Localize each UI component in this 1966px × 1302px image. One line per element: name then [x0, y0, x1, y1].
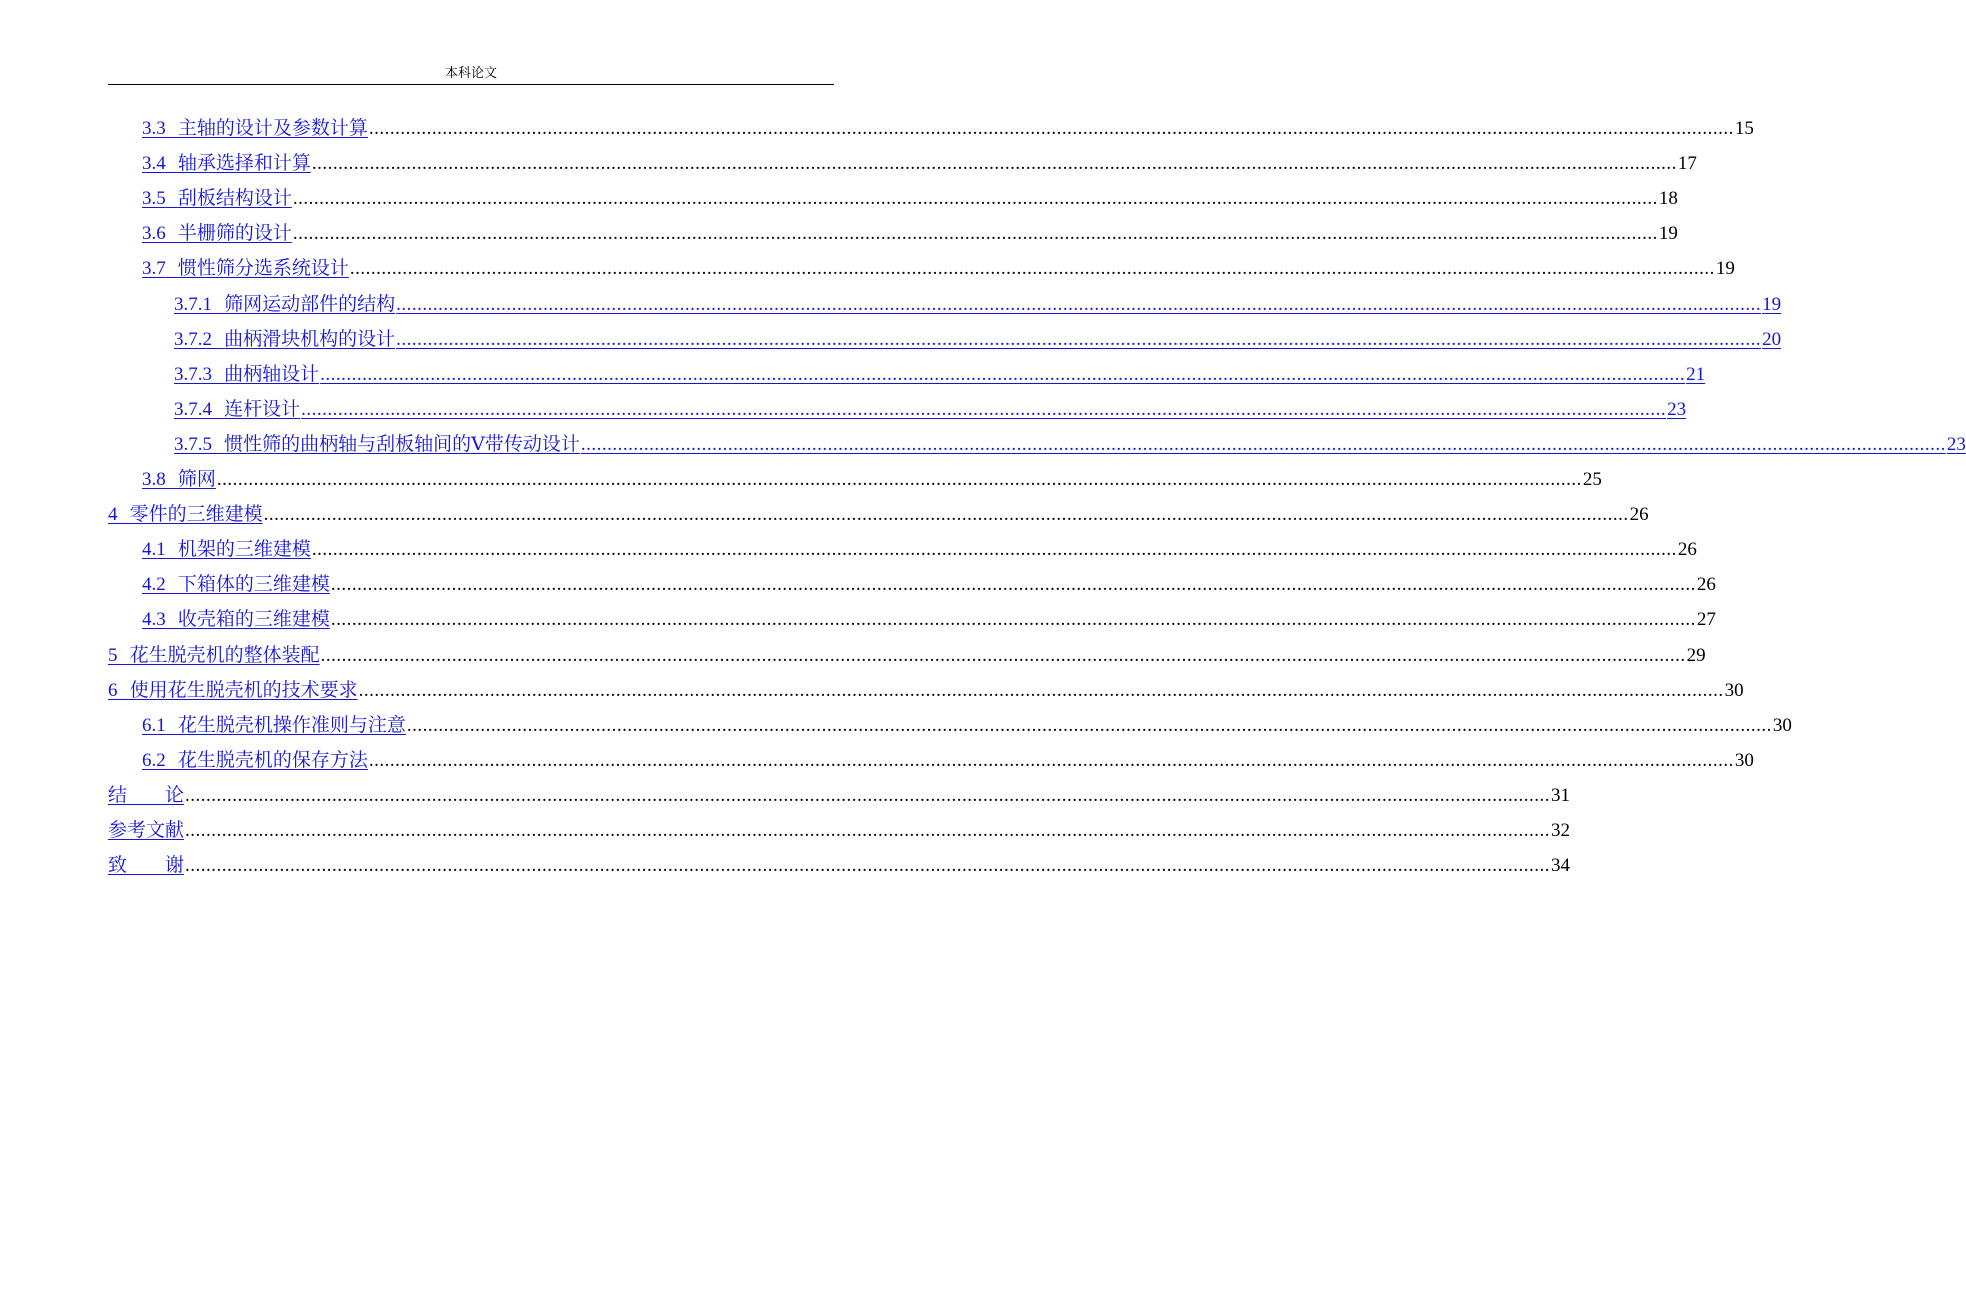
toc-link[interactable]	[108, 780, 184, 807]
toc-leader-dots: ....................................................................................................................................................................................................................................................................	[368, 118, 1734, 139]
toc-leader-dots: ....................................................................................................................................................................................................................................................................	[216, 469, 1582, 490]
toc-leader-dots: ....................................................................................................................................................................................................................................................................	[396, 294, 1762, 315]
toc-leader-dots: ....................................................................................................................................................................................................................................................................	[320, 364, 1686, 385]
toc-leader-dots: ....................................................................................................................................................................................................................................................................	[358, 680, 1724, 701]
toc-number: 3.7.2	[174, 329, 212, 350]
toc-leader-dots: ....................................................................................................................................................................................................................................................................	[185, 855, 1551, 876]
toc-leader-dots: ....................................................................................................................................................................................................................................................................	[292, 223, 1658, 244]
toc-leader-dots: ....................................................................................................................................................................................................................................................................	[330, 574, 1696, 595]
toc-entry-3-7-2[interactable]	[174, 323, 1782, 351]
toc-link[interactable]	[108, 499, 263, 526]
toc-title: 惯性筛的曲柄轴与刮板轴间的V带传动设计	[224, 433, 580, 455]
toc-number: 4	[108, 504, 118, 525]
toc-link[interactable]	[142, 218, 292, 245]
toc-entry-4-1[interactable]	[142, 533, 1697, 561]
toc-entry-references[interactable]	[108, 814, 1571, 842]
toc-link[interactable]	[142, 745, 368, 772]
toc-page-number: 26	[1677, 539, 1697, 560]
toc-entry-3-6[interactable]	[142, 217, 1678, 245]
toc-title: 花生脱壳机的整体装配	[129, 644, 320, 666]
toc-number: 3.3	[142, 118, 166, 139]
toc-entry-3-8[interactable]	[142, 463, 1602, 491]
toc-leader-dots: ....................................................................................................................................................................................................................................................................	[368, 750, 1734, 771]
toc-title: 零件的三维建模	[129, 503, 263, 525]
toc-leader-dots: ....................................................................................................................................................................................................................................................................	[311, 539, 1677, 560]
toc-page-number: 26	[1696, 574, 1716, 595]
toc-number: 3.8	[142, 469, 166, 490]
toc-title: 轴承选择和计算	[177, 152, 311, 174]
toc-page-number: 19	[1658, 223, 1678, 244]
toc-title: 连杆设计	[224, 398, 301, 420]
toc-leader-dots: ....................................................................................................................................................................................................................................................................	[185, 820, 1551, 841]
toc-page-number: 18	[1658, 188, 1678, 209]
toc-title: 筛网运动部件的结构	[224, 293, 396, 315]
toc-entry-6[interactable]	[108, 674, 1744, 702]
toc-entry-3-3[interactable]	[142, 112, 1754, 140]
toc-page-number: 31	[1551, 785, 1571, 806]
toc-title: 筛网	[177, 468, 216, 490]
toc-link[interactable]	[174, 289, 395, 316]
toc-entry-3-7-1[interactable]	[174, 288, 1782, 316]
toc-entry-acknowledgements[interactable]	[108, 849, 1571, 877]
toc-entry-4[interactable]	[108, 498, 1649, 526]
toc-number: 4.2	[142, 574, 166, 595]
toc-title: 下箱体的三维建模	[177, 573, 330, 595]
toc-title: 半栅筛的设计	[177, 222, 292, 244]
toc-leader-dots: ....................................................................................................................................................................................................................................................................	[406, 715, 1772, 736]
toc-page-number: 19	[1715, 258, 1735, 279]
toc-title: 致 谢	[108, 854, 185, 876]
toc-page-number: 27	[1696, 609, 1716, 630]
toc-entry-5[interactable]	[108, 639, 1706, 667]
toc-title: 刮板结构设计	[177, 187, 292, 209]
toc-link[interactable]	[142, 464, 216, 491]
toc-number: 4.3	[142, 609, 166, 630]
toc-page-number: 30	[1772, 715, 1792, 736]
toc-page-number: 30	[1734, 750, 1754, 771]
toc-leader-dots: ....................................................................................................................................................................................................................................................................	[301, 399, 1667, 420]
toc-number: 3.7.5	[174, 434, 212, 455]
toc-page-number: 30	[1724, 680, 1744, 701]
toc-link[interactable]	[142, 534, 311, 561]
toc-page-number: 32	[1551, 820, 1571, 841]
toc-title: 花生脱壳机的保存方法	[177, 749, 368, 771]
toc-leader-dots: ....................................................................................................................................................................................................................................................................	[320, 645, 1686, 666]
toc-link[interactable]	[174, 324, 395, 351]
toc-title: 曲柄滑块机构的设计	[224, 328, 396, 350]
toc-title: 机架的三维建模	[177, 538, 311, 560]
toc-page-number: 25	[1582, 469, 1602, 490]
toc-title: 曲柄轴设计	[224, 363, 320, 385]
toc-title: 使用花生脱壳机的技术要求	[129, 679, 358, 701]
toc-link[interactable]	[174, 429, 580, 456]
toc-entry-4-2[interactable]	[142, 568, 1716, 596]
toc-link[interactable]	[108, 850, 184, 877]
toc-entry-conclusion[interactable]	[108, 779, 1571, 807]
toc-entry-3-7[interactable]	[142, 252, 1735, 280]
toc-link[interactable]	[142, 183, 292, 210]
toc-page-number: 21	[1686, 364, 1706, 385]
toc-title: 花生脱壳机操作准则与注意	[177, 714, 406, 736]
toc-leader-dots: ....................................................................................................................................................................................................................................................................	[330, 609, 1696, 630]
toc-link[interactable]	[142, 253, 349, 280]
toc-title: 主轴的设计及参数计算	[177, 117, 368, 139]
toc-number: 6.1	[142, 715, 166, 736]
toc-title: 收壳箱的三维建模	[177, 608, 330, 630]
toc-entry-3-5[interactable]	[142, 182, 1678, 210]
toc-entry-3-7-4[interactable]	[174, 393, 1687, 421]
toc-page-number: 17	[1677, 153, 1697, 174]
toc-link[interactable]	[174, 394, 300, 421]
toc-number: 3.4	[142, 153, 166, 174]
toc-link[interactable]	[174, 359, 319, 386]
toc-page-number: 29	[1686, 645, 1706, 666]
toc-page-number: 20	[1762, 329, 1782, 350]
page-header-title: 本科论文	[444, 66, 497, 81]
header-rule	[108, 84, 834, 85]
toc-number: 3.5	[142, 188, 166, 209]
toc-page-number: 23	[1946, 434, 1966, 455]
toc-number: 3.7.4	[174, 399, 212, 420]
toc-number: 6	[108, 680, 118, 701]
toc-link[interactable]	[108, 815, 184, 842]
toc-leader-dots: ....................................................................................................................................................................................................................................................................	[292, 188, 1658, 209]
toc-number: 5	[108, 645, 118, 666]
toc-link[interactable]	[108, 640, 320, 667]
toc-link[interactable]	[142, 604, 330, 631]
toc-leader-dots: ....................................................................................................................................................................................................................................................................	[263, 504, 1629, 525]
toc-page-number: 34	[1551, 855, 1571, 876]
toc-page-number: 19	[1762, 294, 1782, 315]
toc-entry-3-7-5[interactable]	[174, 428, 1966, 456]
toc-leader-dots: ....................................................................................................................................................................................................................................................................	[349, 258, 1715, 279]
toc-link[interactable]	[142, 569, 330, 596]
toc-entry-3-4[interactable]	[142, 147, 1697, 175]
toc-number: 3.6	[142, 223, 166, 244]
toc-title: 参考文献	[108, 819, 185, 841]
toc-number: 3.7.3	[174, 364, 212, 385]
toc-title: 结 论	[108, 784, 185, 806]
toc-leader-dots: ....................................................................................................................................................................................................................................................................	[311, 153, 1677, 174]
toc-leader-dots: ....................................................................................................................................................................................................................................................................	[396, 329, 1762, 350]
toc-link[interactable]	[142, 710, 406, 737]
toc-link[interactable]	[142, 113, 368, 140]
toc-entry-4-3[interactable]	[142, 603, 1716, 631]
toc-number: 4.1	[142, 539, 166, 560]
toc-page-number: 23	[1667, 399, 1687, 420]
toc-number: 6.2	[142, 750, 166, 771]
toc-page-number: 26	[1629, 504, 1649, 525]
toc-leader-dots: ....................................................................................................................................................................................................................................................................	[580, 434, 1946, 455]
toc-entry-6-2[interactable]	[142, 744, 1754, 772]
toc-number: 3.7.1	[174, 294, 212, 315]
toc-page-number: 15	[1734, 118, 1754, 139]
toc-entry-3-7-3[interactable]	[174, 358, 1706, 386]
toc-number: 3.7	[142, 258, 166, 279]
toc-link[interactable]	[142, 148, 311, 175]
toc-leader-dots: ....................................................................................................................................................................................................................................................................	[185, 785, 1551, 806]
toc-link[interactable]	[108, 675, 358, 702]
toc-entry-6-1[interactable]	[142, 709, 1792, 737]
toc-title: 惯性筛分选系统设计	[177, 257, 349, 279]
